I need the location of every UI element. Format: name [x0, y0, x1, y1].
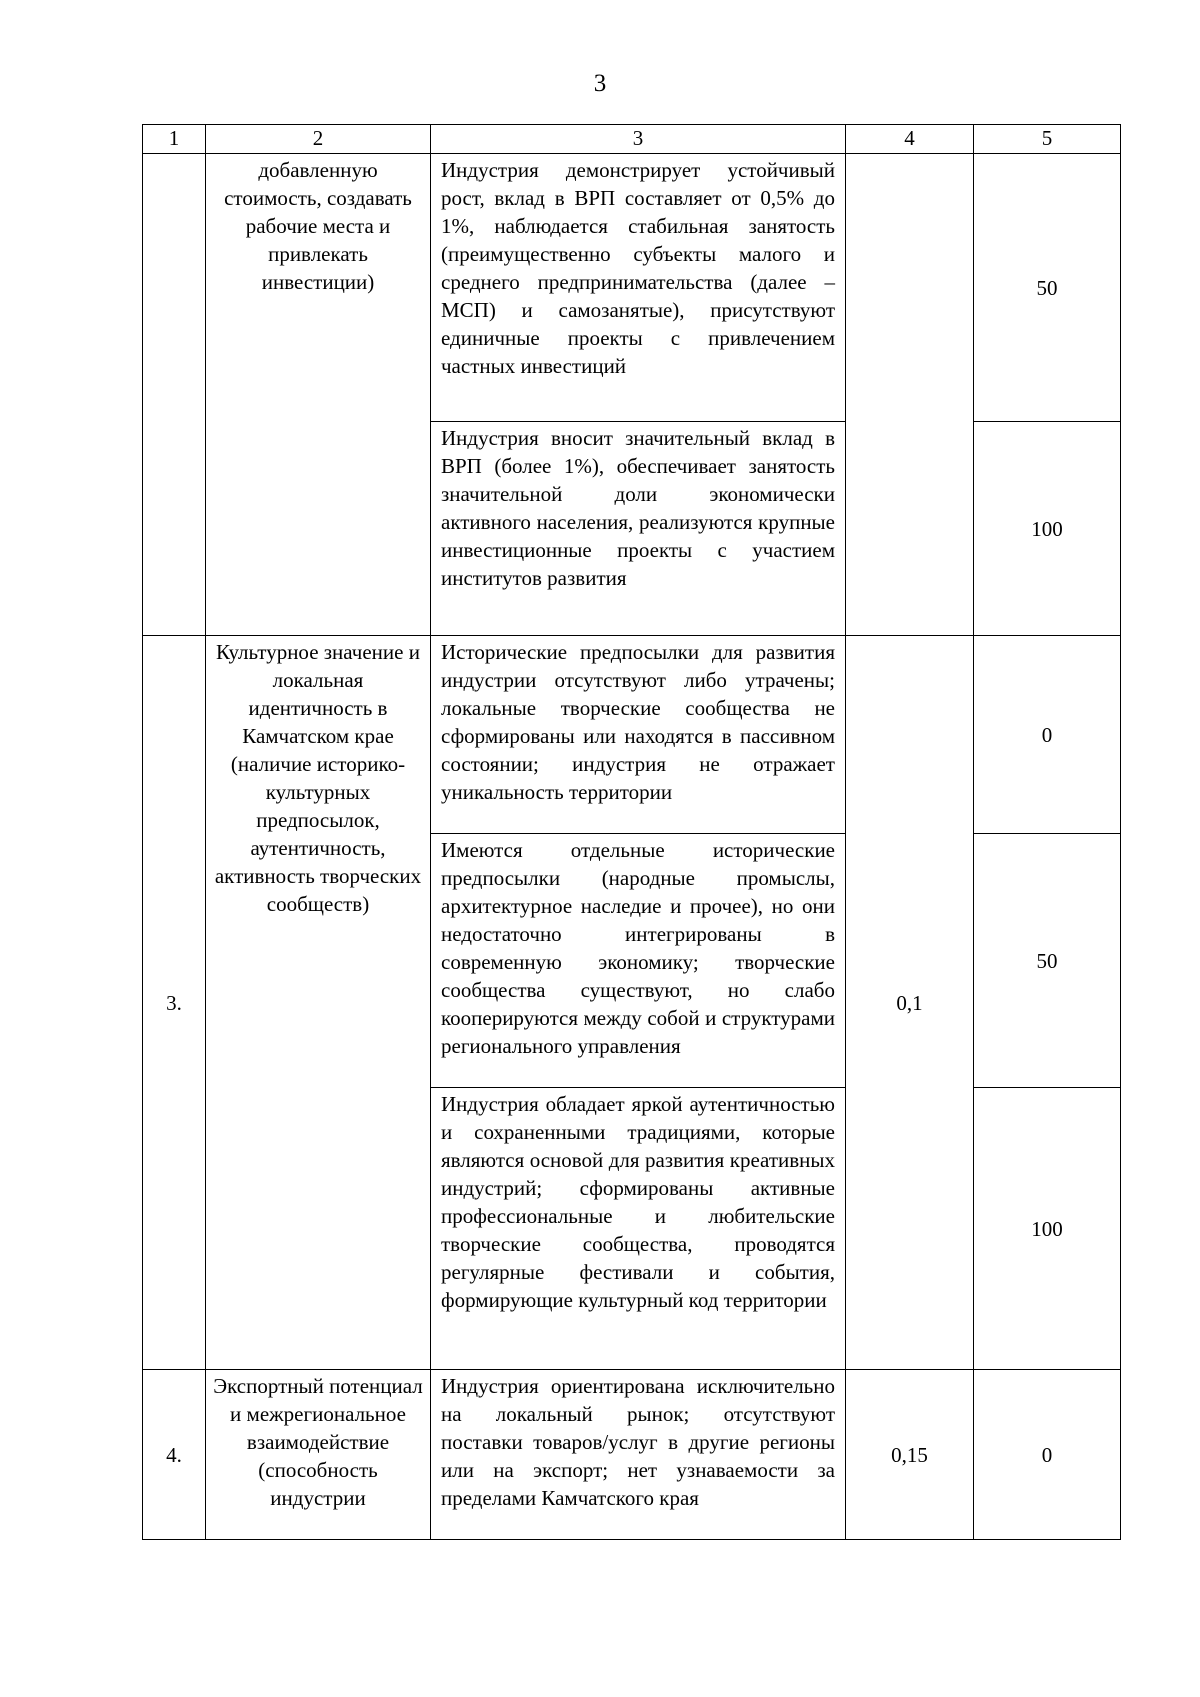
level-score: 100 — [974, 422, 1121, 636]
criterion-number-cell — [143, 154, 206, 636]
header-col-4: 4 — [846, 125, 974, 154]
table-row — [143, 636, 1121, 834]
level-score: 50 — [974, 154, 1121, 422]
criterion-number: 4. — [143, 1370, 206, 1540]
header-col-2: 2 — [206, 125, 431, 154]
level-description: Индустрия вносит значительный вклад в ВРП (более 1%), обеспечивает занятость значительной доли экономически активного населения, реализуются крупные инвестиционные проекты с участием институтов развития — [431, 422, 846, 636]
header-row — [143, 125, 1121, 154]
header-col-3: 3 — [431, 125, 846, 154]
level-description: Индустрия демонстрирует устойчивый рост, вклад в ВРП составляет от 0,5% до 1%, наблюдается стабильная занятость (преимущественно субъекты малого и среднего предпринимательства (далее – МСП) и самозанятые), присутствуют единичные проекты с привлечением частных инвестиций — [431, 154, 846, 422]
level-score: 100 — [974, 1088, 1121, 1370]
criterion-weight: 0,15 — [846, 1370, 974, 1540]
criterion-weight: 0,1 — [846, 636, 974, 1370]
level-score: 50 — [974, 834, 1121, 1088]
level-description: Индустрия обладает яркой аутентичностью и сохраненными традициями, которые являются основой для развития креативных индустрий; сформированы активные профессиональные и любительские творческие сообщества, проводятся регулярные фестивали и события, формирующие культурный код территории — [431, 1088, 846, 1370]
header-col-5: 5 — [974, 125, 1121, 154]
criterion-name: Экспортный потенциал и межрегиональное взаимодействие (способность индустрии — [206, 1370, 431, 1540]
criterion-name: Культурное значение и локальная идентичность в Камчатском крае (наличие историко-культурных предпосылок, аутентичность, активность творческих сообществ) — [206, 636, 431, 1370]
level-score: 0 — [974, 636, 1121, 834]
level-description: Индустрия ориентирована исключительно на локальный рынок; отсутствуют поставки товаров/услуг в другие регионы или на экспорт; нет узнаваемости за пределами Камчатского края — [431, 1370, 846, 1540]
page-number: 3 — [593, 70, 607, 97]
table-row — [143, 1370, 1121, 1540]
criterion-number: 3. — [143, 636, 206, 1370]
header-col-1: 1 — [143, 125, 206, 154]
criteria-table — [142, 124, 1121, 1540]
criterion-name: добавленную стоимость, создавать рабочие места и привлекать инвестиции) — [206, 154, 431, 636]
table-row — [143, 154, 1121, 422]
level-description: Имеются отдельные исторические предпосылки (народные промыслы, архитектурное наследие и прочее), но они недостаточно интегрированы в современную экономику; творческие сообщества существуют, но слабо кооперируются между собой и структурами регионального управления — [431, 834, 846, 1088]
level-description: Исторические предпосылки для развития индустрии отсутствуют либо утрачены; локальные творческие сообщества не сформированы или находятся в пассивном состоянии; индустрия не отражает уникальность территории — [431, 636, 846, 834]
criterion-weight-cell — [846, 154, 974, 636]
level-score: 0 — [974, 1370, 1121, 1540]
